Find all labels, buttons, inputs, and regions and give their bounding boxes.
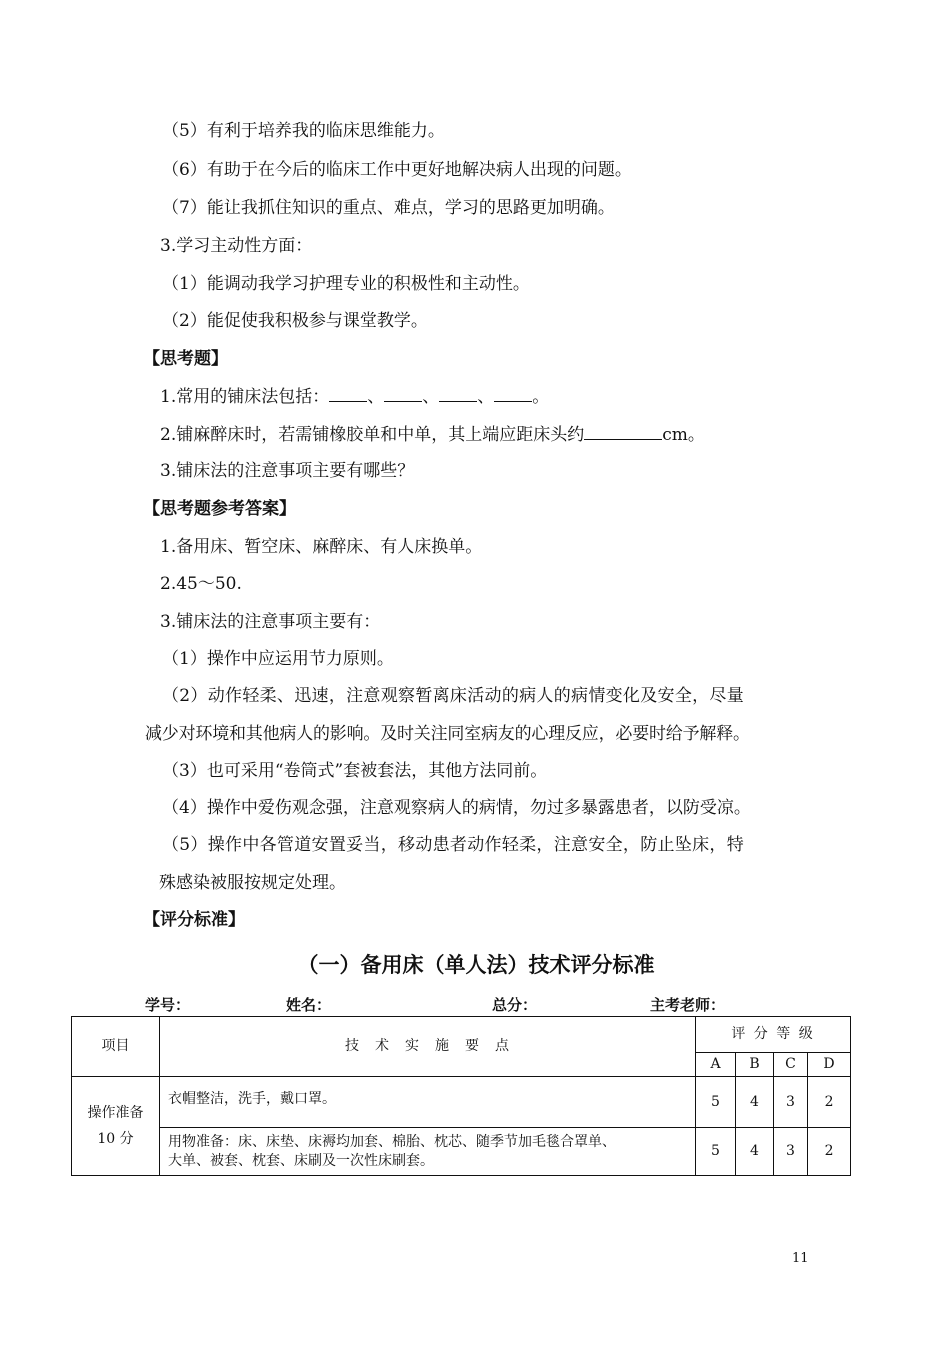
answer-3-2: （2）动作轻柔、迅速，注意观察暂离床活动的病人的病情变化及安全，尽量 xyxy=(162,686,745,706)
grade-a: A xyxy=(696,1053,736,1077)
meta-name: 姓名： xyxy=(286,996,332,1014)
question-3: 3.铺床法的注意事项主要有哪些？ xyxy=(160,461,415,481)
separator: 、 xyxy=(477,387,495,407)
grade-b: B xyxy=(736,1053,774,1077)
meta-student-id: 学号： xyxy=(145,996,191,1014)
question-1 xyxy=(160,386,549,407)
answer-3-2-cont: 减少对环境和其他病人的影响。及时关注同室病友的心理反应，必要时给予解释。 xyxy=(145,724,750,744)
page-number: 11 xyxy=(792,1251,809,1266)
answer-1: 1.备用床、暂空床、麻醉床、有人床换单。 xyxy=(160,537,483,557)
row-score: 4 xyxy=(736,1128,774,1176)
row-score: 3 xyxy=(774,1128,808,1176)
fill-blank xyxy=(494,386,532,402)
header-item: 项目 xyxy=(72,1017,160,1077)
section-cell xyxy=(72,1077,160,1176)
table-header-row xyxy=(72,1017,851,1053)
section-scoring-heading: 【评分标准】 xyxy=(143,910,245,930)
answer-3-5: （5）操作中各管道安置妥当，移动患者动作轻柔，注意安全，防止坠床，特 xyxy=(162,835,745,855)
question-2-text: 2.铺麻醉床时，若需铺橡胶单和中单，其上端应距床头约 xyxy=(160,425,585,445)
question-2 xyxy=(160,424,705,445)
paragraph-6: （2）能促使我积极参与课堂教学。 xyxy=(162,311,428,331)
row-text: 用物准备：床、床垫、床褥均加套、棉胎、枕芯、随季节加毛毯合罩单、 大单、被套、枕套、床刷及一次性床刷套。 xyxy=(160,1128,696,1176)
header-points: 技 术 实 施 要 点 xyxy=(160,1017,696,1077)
fill-blank xyxy=(439,386,477,402)
section-answers-heading: 【思考题参考答案】 xyxy=(143,499,296,519)
header-grade: 评 分 等 级 xyxy=(696,1017,851,1053)
grade-c: C xyxy=(774,1053,808,1077)
row-score: 5 xyxy=(696,1077,736,1128)
answer-3-4: （4）操作中爱伤观念强，注意观察病人的病情，勿过多暴露患者，以防受凉。 xyxy=(162,798,751,818)
row-score: 2 xyxy=(808,1077,851,1128)
row-score: 3 xyxy=(774,1077,808,1128)
paragraph-1: （5）有利于培养我的临床思维能力。 xyxy=(162,121,445,141)
separator: 、 xyxy=(367,387,385,407)
answer-3: 3.铺床法的注意事项主要有： xyxy=(160,612,381,632)
scoring-table xyxy=(71,1016,851,1176)
section-thinking-heading: 【思考题】 xyxy=(143,349,228,369)
paragraph-2: （6）有助于在今后的临床工作中更好地解决病人出现的问题。 xyxy=(162,160,632,180)
answer-3-1: （1）操作中应运用节力原则。 xyxy=(162,649,394,669)
answer-3-5-cont: 殊感染被服按规定处理。 xyxy=(159,873,346,893)
row-score: 2 xyxy=(808,1128,851,1176)
table-row xyxy=(72,1128,851,1176)
paragraph-4: 3.学习主动性方面： xyxy=(160,236,313,256)
fill-blank xyxy=(329,386,367,402)
fill-blank xyxy=(584,424,662,440)
meta-total: 总分： xyxy=(492,996,538,1014)
table-row xyxy=(72,1077,851,1128)
grade-d: D xyxy=(808,1053,851,1077)
paragraph-3: （7）能让我抓住知识的重点、难点，学习的思路更加明确。 xyxy=(162,198,615,218)
table-title: （一）备用床（单人法）技术评分标准 xyxy=(297,952,655,977)
question-1-end: 。 xyxy=(532,387,550,407)
answer-2: 2.45～50. xyxy=(160,574,242,594)
meta-examiner: 主考老师： xyxy=(650,996,726,1014)
row-text: 衣帽整洁，洗手，戴口罩。 xyxy=(160,1077,696,1128)
section-score: 10 分 xyxy=(97,1131,134,1147)
answer-3-3: （3）也可采用“卷筒式”套被套法，其他方法同前。 xyxy=(162,761,548,781)
section-name: 操作准备 xyxy=(87,1105,144,1121)
question-1-text: 1.常用的铺床法包括： xyxy=(160,387,330,407)
separator: 、 xyxy=(422,387,440,407)
row-score: 4 xyxy=(736,1077,774,1128)
paragraph-5: （1）能调动我学习护理专业的积极性和主动性。 xyxy=(162,274,530,294)
question-2-unit: cm。 xyxy=(662,425,705,445)
row-score: 5 xyxy=(696,1128,736,1176)
fill-blank xyxy=(384,386,422,402)
